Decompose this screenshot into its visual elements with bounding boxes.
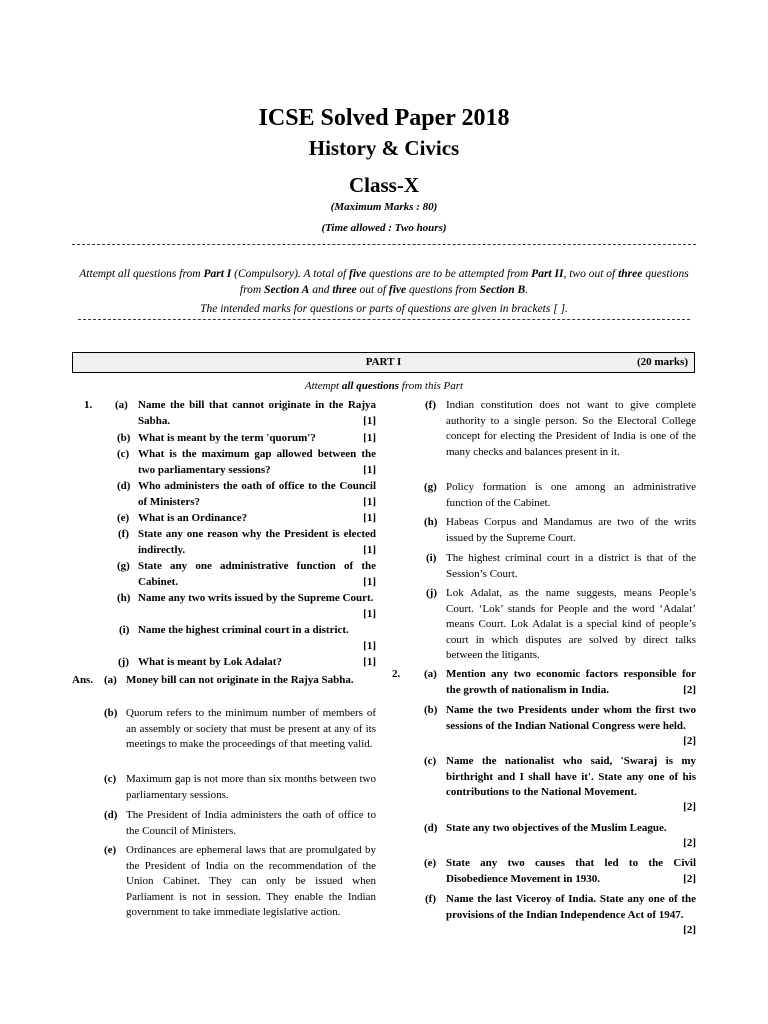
item-label: (e) <box>424 857 437 869</box>
answer-item: Quorum refers to the minimum number of members of an assembly or society that must be present at any of its meetings to make the proceedings of that meeting valid. <box>126 707 376 750</box>
item-label: (f) <box>118 528 129 540</box>
item-label: (f) <box>425 399 436 411</box>
item-label: (a) <box>115 399 128 411</box>
answer-item: Maximum gap is not more than six months between two parliamentary sessions. <box>126 773 376 801</box>
attempt-note: Attempt all questions from this Part <box>304 380 464 392</box>
question-item: Name the two Presidents under whom the first two sessions of the Indian National Congress were held. [2] <box>446 704 696 747</box>
item-label: (i) <box>426 552 437 564</box>
part-label: PART I <box>365 356 402 368</box>
page-title: ICSE Solved Paper 2018 <box>258 105 510 131</box>
item-label: (d) <box>117 480 131 492</box>
answer-item: Habeas Corpus and Mandamus are two of the writs issued by the Supreme Court. <box>446 516 696 544</box>
question-number: 2. <box>392 668 401 680</box>
question-item: What is an Ordinance? [1] <box>138 512 376 524</box>
answer-item: The President of India administers the oath of office to the Council of Ministers. <box>126 809 376 837</box>
question-item: State any one administrative function of the Cabinet. [1] <box>138 560 376 588</box>
item-label: (f) <box>425 893 436 905</box>
item-label: (i) <box>119 624 130 636</box>
question-item: Mention any two economic factors responsible for the growth of nationalism in India. [2] <box>446 668 696 696</box>
item-label: (c) <box>424 755 437 767</box>
question-item: Who administers the oath of office to the Council of Ministers? [1] <box>138 480 376 508</box>
question-item: What is meant by the term 'quorum'? [1] <box>138 432 376 444</box>
item-label: (g) <box>117 560 130 572</box>
subject-title: History & Civics <box>308 136 460 160</box>
question-item: What is meant by Lok Adalat? [1] <box>138 656 376 668</box>
time-allowed: (Time allowed : Two hours) <box>321 222 447 234</box>
item-mark: [1] <box>363 640 376 652</box>
item-label: (c) <box>117 448 130 460</box>
answer-item: Policy formation is one among an administrative function of the Cabinet. <box>446 481 696 509</box>
class-title: Class-X <box>348 173 419 197</box>
instructions-marks: The intended marks for questions or parts of questions are given in brackets [ ]. <box>200 303 568 315</box>
answer-item: Indian constitution does not want to give complete authority to a single person. So the Electoral College concept for electing the President of India is one of the many checks and balances present in it. <box>446 399 696 458</box>
question-item: Name the bill that cannot originate in the Rajya Sabha. [1] <box>138 399 376 427</box>
question-item: State any two causes that led to the Civil Disobedience Movement in 1930. [2] <box>446 857 696 885</box>
item-label: (d) <box>424 822 438 834</box>
question-item: Name any two writs issued by the Supreme Court. [1] <box>138 592 376 620</box>
item-label: (h) <box>117 592 131 604</box>
item-label: (e) <box>117 512 130 524</box>
question-item: What is the maximum gap allowed between the two parliamentary sessions? [1] <box>138 448 376 476</box>
item-label: (e) <box>104 844 117 856</box>
item-label: (j) <box>118 656 129 668</box>
question-item: Name the nationalist who said, 'Swaraj is my birthright and I shall have it'. State any one of his contributions to the National Movement. <box>446 755 696 798</box>
item-label: (c) <box>104 773 117 785</box>
item-mark: [2] <box>683 837 696 849</box>
item-label: (a) <box>104 674 117 686</box>
item-mark: [2] <box>683 801 696 813</box>
question-item: Name the highest criminal court in a district. <box>138 624 349 636</box>
answer-item: The highest criminal court in a district is that of the Session’s Court. <box>446 552 696 580</box>
answer-item: Ordinances are ephemeral laws that are promulgated by the President of India on the recommendation of the Union Cabinet. They can only be issued when Parliament is not in session. They enable the Indian government to take immediate legislative action. <box>126 844 376 918</box>
answer-label: Ans. <box>72 674 94 686</box>
item-label: (b) <box>104 707 118 719</box>
question-number: 1. <box>84 399 93 411</box>
question-item: Name the last Viceroy of India. State any one of the provisions of the Indian Independence Act of 1947. [2] <box>446 893 696 936</box>
item-label: (d) <box>104 809 118 821</box>
item-label: (h) <box>424 516 438 528</box>
question-item: State any one reason why the President is elected indirectly. [1] <box>138 528 376 556</box>
question-item: State any two objectives of the Muslim League. <box>446 822 667 834</box>
part-marks: (20 marks) <box>636 356 688 368</box>
answer-item: Lok Adalat, as the name suggests, means People’s Court. ‘Lok’ stands for People and the word ‘Adalat’ means Court. Lok Adalat is a special kind of people’s court in which disputes are solved by direct talks between the litigants. <box>446 587 696 661</box>
item-label: (b) <box>424 704 438 716</box>
instructions: Attempt all questions from Part I (Compulsory). A total of five questions are to be attempted from Part II, two out of three questions from Section A and three out of five questions from Section B. <box>79 268 689 296</box>
item-label: (b) <box>117 432 131 444</box>
item-label: (j) <box>426 587 437 599</box>
item-label: (a) <box>424 668 437 680</box>
max-marks: (Maximum Marks : 80) <box>330 201 438 213</box>
item-label: (g) <box>424 481 437 493</box>
answer-item: Money bill can not originate in the Rajya Sabha. <box>126 674 354 686</box>
